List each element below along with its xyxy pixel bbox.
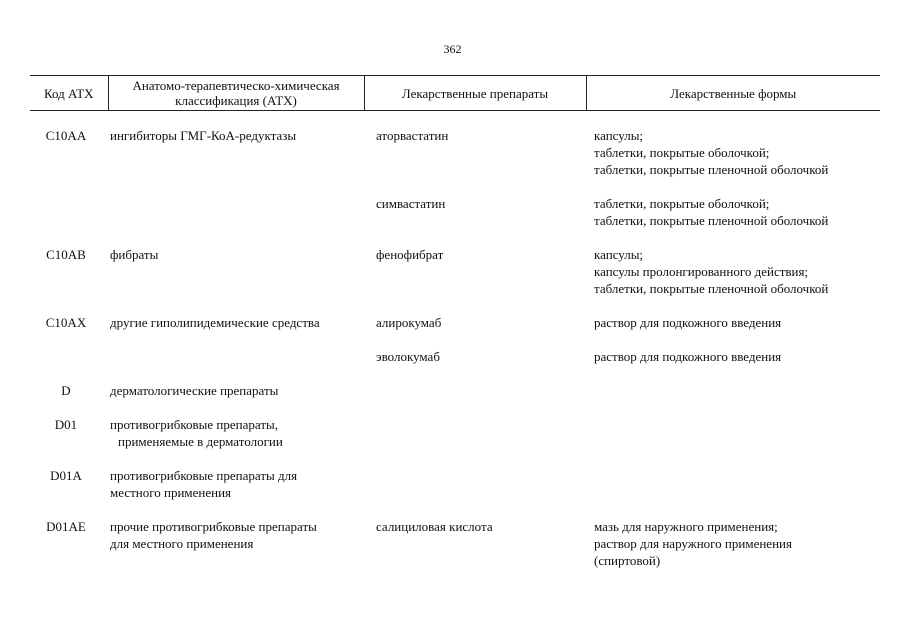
classification-line: другие гиполипидемические средства [110, 315, 320, 330]
atx-code-cell: D01 [54, 417, 78, 432]
dosage-forms-cell [586, 416, 880, 467]
drug-cell [364, 467, 586, 518]
header-forms: Лекарственные формы [586, 76, 880, 111]
drug-cell: алирокумаб [376, 315, 442, 330]
table-row [30, 416, 880, 467]
table-row [30, 467, 880, 518]
table-row [30, 348, 880, 382]
drug-cell: эволокумаб [376, 349, 440, 364]
dosage-form-line: капсулы; [594, 247, 644, 262]
dosage-form-line: раствор для подкожного введения [594, 315, 782, 330]
atx-code-cell [30, 195, 108, 246]
classification-line: для местного применения [110, 536, 254, 551]
header-spacer [30, 111, 880, 128]
classification-cell [108, 382, 364, 416]
atx-code-cell: D01AE [46, 519, 86, 534]
page-number: 362 [443, 42, 462, 56]
header-classification [108, 76, 364, 111]
classification-cell [108, 467, 364, 518]
table-row [30, 382, 880, 416]
table-row [30, 195, 880, 246]
header-classification-line1: Анатомо-терапевтическо-химическая [132, 78, 340, 93]
header-row [30, 76, 880, 111]
drug-cell: аторвастатин [376, 128, 449, 143]
atx-code-cell: C10AB [46, 247, 86, 262]
header-code: Код АТХ [30, 76, 108, 111]
classification-line: противогрибковые препараты, [110, 417, 278, 432]
dosage-form-line: таблетки, покрытые пленочной оболочкой [594, 213, 829, 228]
classification-cell [108, 518, 364, 569]
dosage-form-line: таблетки, покрытые оболочкой; [594, 145, 770, 160]
table-header [30, 76, 880, 111]
dosage-form-line: таблетки, покрытые пленочной оболочкой [594, 162, 829, 177]
atx-code-cell: D01A [50, 468, 82, 483]
classification-line: дерматологические препараты [110, 383, 279, 398]
classification-cell [108, 348, 364, 382]
dosage-form-line: мазь для наружного применения; [594, 519, 778, 534]
classification-cell [108, 127, 364, 195]
dosage-forms-cell [586, 195, 880, 246]
header-classification-line2: классификация (АТХ) [175, 93, 297, 108]
atx-code-cell: C10AX [45, 315, 87, 330]
atx-code-cell [30, 348, 108, 382]
dosage-forms-cell [586, 127, 880, 195]
classification-line: местного применения [110, 485, 232, 500]
table-row [30, 246, 880, 314]
table-row [30, 127, 880, 195]
dosage-form-line: таблетки, покрытые пленочной оболочкой [594, 281, 829, 296]
classification-cell [108, 314, 364, 348]
classification-line: прочие противогрибковые препараты [110, 519, 317, 534]
dosage-forms-cell [586, 314, 880, 348]
drug-cell [364, 416, 586, 467]
classification-line: применяемые в дерматологии [118, 434, 283, 449]
dosage-forms-cell [586, 348, 880, 382]
dosage-form-line: капсулы; [594, 128, 644, 143]
table-row [30, 314, 880, 348]
dosage-form-line: капсулы пролонгированного действия; [594, 264, 809, 279]
classification-cell [108, 246, 364, 314]
table-body [30, 111, 880, 570]
atx-code-cell: C10AA [45, 128, 87, 143]
header-drugs: Лекарственные препараты [364, 76, 586, 111]
classification-cell [108, 416, 364, 467]
dosage-forms-cell [586, 467, 880, 518]
classification-line: противогрибковые препараты для [110, 468, 298, 483]
drug-cell: фенофибрат [376, 247, 444, 262]
classification-line: ингибиторы ГМГ-КоА-редуктазы [110, 128, 297, 143]
drug-cell [364, 382, 586, 416]
dosage-form-line: раствор для подкожного введения [594, 349, 782, 364]
classification-cell [108, 195, 364, 246]
dosage-forms-cell [586, 382, 880, 416]
dosage-forms-cell [586, 246, 880, 314]
classification-line: фибраты [110, 247, 159, 262]
atx-code-cell: D [61, 383, 71, 398]
dosage-forms-cell [586, 518, 880, 569]
dosage-form-line: (спиртовой) [594, 553, 661, 568]
atx-classification-table [30, 75, 880, 569]
table-row [30, 518, 880, 569]
dosage-form-line: таблетки, покрытые оболочкой; [594, 196, 770, 211]
drug-cell: салициловая кислота [376, 519, 493, 534]
dosage-form-line: раствор для наружного применения [594, 536, 792, 551]
drug-cell: симвастатин [376, 196, 446, 211]
